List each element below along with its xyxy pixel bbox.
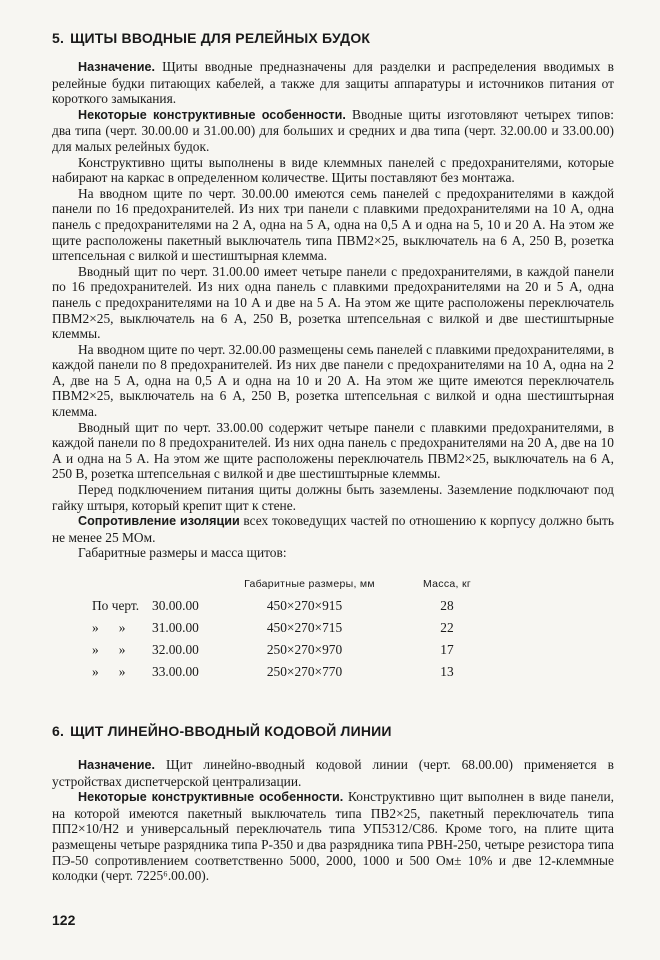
row-mass: 13 bbox=[440, 664, 454, 679]
features-paragraph bbox=[52, 107, 614, 155]
panel-31-paragraph: Вводный щит по черт. 31.00.00 имеет четыре панели с предохранителями, в каждой панели по 16 предохранителей. Из них одна панель с плавкими предохранителями на 20 и 5 А, одна панель с предохранителями на 10 А и две на 5 А. На этом же щите расположены переключатель ПВМ2×25, выключатель на 6 А, 250 В, розетка штепсельная с вилкой и две шестиштырные клеммы. bbox=[52, 263, 614, 342]
section-5-heading bbox=[52, 30, 614, 46]
section6-purpose-paragraph bbox=[52, 757, 614, 789]
purpose-paragraph bbox=[52, 59, 614, 107]
features-text: Вводные щиты изготовляют четырех типов: два типа (черт. 30.00.00 и 31.00.00) для больших и средних и два типа (черт. 32.00.00 и 33.00.00) для малых релейных будок. bbox=[52, 106, 614, 154]
dimensions-intro: Габаритные размеры и масса щитов: bbox=[78, 545, 287, 561]
row-prefix: » » bbox=[92, 620, 126, 635]
row-dimensions: 250×270×970 bbox=[266, 642, 343, 657]
row-prefix: » » bbox=[92, 642, 126, 657]
section6-features-paragraph bbox=[52, 789, 614, 884]
dimensions-table bbox=[52, 573, 614, 683]
row-drawing: 33.00.00 bbox=[152, 664, 199, 679]
resistance-text: всех токоведущих частей по отношению к корпусу должно быть не менее 25 МОм. bbox=[52, 513, 614, 545]
row-prefix: » » bbox=[92, 664, 126, 679]
section6-features-text: Конструктивно щит выполнен в виде панели, на которой имеются пакетный выключатель типа ПВ2×25, пакетный переключатель типа ПП2×10/Н2 и универсальный переключатель типа УП5312/С86. Кроме того, на плите щита размещены четыре разрядника типа Р-350 и два разрядника типа РВН-250, четыре резистора типа ПЭ-50 сопротивлением соответственно 5000, 2000, 1000 и 500 Ом± 10% и две 12-клеммные колодки (черт. 7225⁶.00.00). bbox=[52, 789, 614, 884]
section6-features-lead: Некоторые конструктивные особенности. bbox=[78, 790, 344, 805]
page-content bbox=[52, 30, 614, 884]
table-header bbox=[52, 573, 614, 595]
row-mass: 28 bbox=[440, 598, 454, 613]
row-mass: 17 bbox=[440, 642, 454, 657]
section-6-heading bbox=[52, 723, 614, 739]
row-dimensions: 450×270×915 bbox=[266, 598, 343, 613]
features-lead: Некоторые конструктивные особенности. bbox=[78, 107, 346, 122]
table-row bbox=[52, 595, 614, 617]
section-5-number: 5. bbox=[52, 30, 65, 46]
resistance-lead: Сопротивление изоляции bbox=[78, 514, 240, 529]
row-dimensions: 450×270×715 bbox=[266, 620, 343, 635]
table-row bbox=[52, 639, 614, 661]
construct-paragraph: Конструктивно щиты выполнены в виде клеммных панелей с предохранителями, которые набирают на каркас в определенном количестве. Щиты поставляют без монтажа. bbox=[52, 154, 614, 186]
section-6-title: ЩИТ ЛИНЕЙНО-ВВОДНЫЙ КОДОВОЙ ЛИНИИ bbox=[70, 723, 392, 739]
row-drawing: 30.00.00 bbox=[152, 598, 199, 613]
header-mass: Масса, кг bbox=[422, 578, 471, 590]
row-prefix: По черт. bbox=[92, 598, 140, 613]
table-row bbox=[52, 617, 614, 639]
panel-33-paragraph: Вводный щит по черт. 33.00.00 содержит четыре панели с плавкими предохранителями, в каждой панели по 8 предохранителей. Из них одна панель с предохранителями на 20 А, две на 10 А и одна на 5 А. На этом же щите расположены переключатель ПВМ2×25, выключатель на 6 А, 250 В, розетка штепсельная с вилкой и две шестиштырные клеммы. bbox=[52, 419, 614, 482]
section-6-number: 6. bbox=[52, 723, 65, 739]
section6-purpose-text: Щит линейно-вводный кодовой линии (черт. 68.00.00) применяется в устройствах диспетчерской централизации. bbox=[52, 757, 614, 789]
purpose-text: Щиты вводные предназначены для разделки и распределения вводимых в релейные будки питающих кабелей, а также для защиты аппаратуры и источников питания от короткого замыкания. bbox=[52, 59, 614, 107]
section6-purpose-lead: Назначение. bbox=[78, 758, 155, 772]
header-dimensions: Габаритные размеры, мм bbox=[244, 578, 375, 590]
resistance-paragraph bbox=[52, 513, 614, 545]
page-number: 122 bbox=[52, 912, 76, 928]
panel-32-paragraph: На вводном щите по черт. 32.00.00 размещены семь панелей с плавкими предохранителями, в каждой панели по 8 предохранителей. Из них две панели с предохранителями на 10 А, одна на 2 А, две на 5 А, одна на 0,5 А и одна на 10 и 20 А. На этом же щите имеются переключатель ПВМ2×25, выключатель на 6 А, 250 В, розетка штепсельная с вилкой и одна шестиштырная клемма. bbox=[52, 341, 614, 420]
panel-30-paragraph: На вводном щите по черт. 30.00.00 имеются семь панелей с предохранителями в каждой панели по 16 предохранителей. Из них три панели с плавкими предохранителями на 10 А, одна панель с предохранителями на 2 А, одна на 5 А, одна на 0,5 А и одна на 5, 10 и 20 А. На этом же щите расположены пакетный выключатель типа ПВМ2×25, выключатель на 6 А, 250 В, розетка штепсельная с вилкой и шестиштырная клемма. bbox=[52, 185, 614, 264]
purpose-lead: Назначение. bbox=[78, 60, 155, 74]
row-drawing: 32.00.00 bbox=[152, 642, 199, 657]
grounding-paragraph: Перед подключением питания щиты должны быть заземлены. Заземление подключают под гайку штыря, который крепит щит к стене. bbox=[52, 482, 614, 513]
row-mass: 22 bbox=[440, 620, 454, 635]
row-drawing: 31.00.00 bbox=[152, 620, 199, 635]
row-dimensions: 250×270×770 bbox=[266, 664, 343, 679]
table-row bbox=[52, 661, 614, 683]
section-5-title: ЩИТЫ ВВОДНЫЕ ДЛЯ РЕЛЕЙНЫХ БУДОК bbox=[70, 30, 371, 46]
